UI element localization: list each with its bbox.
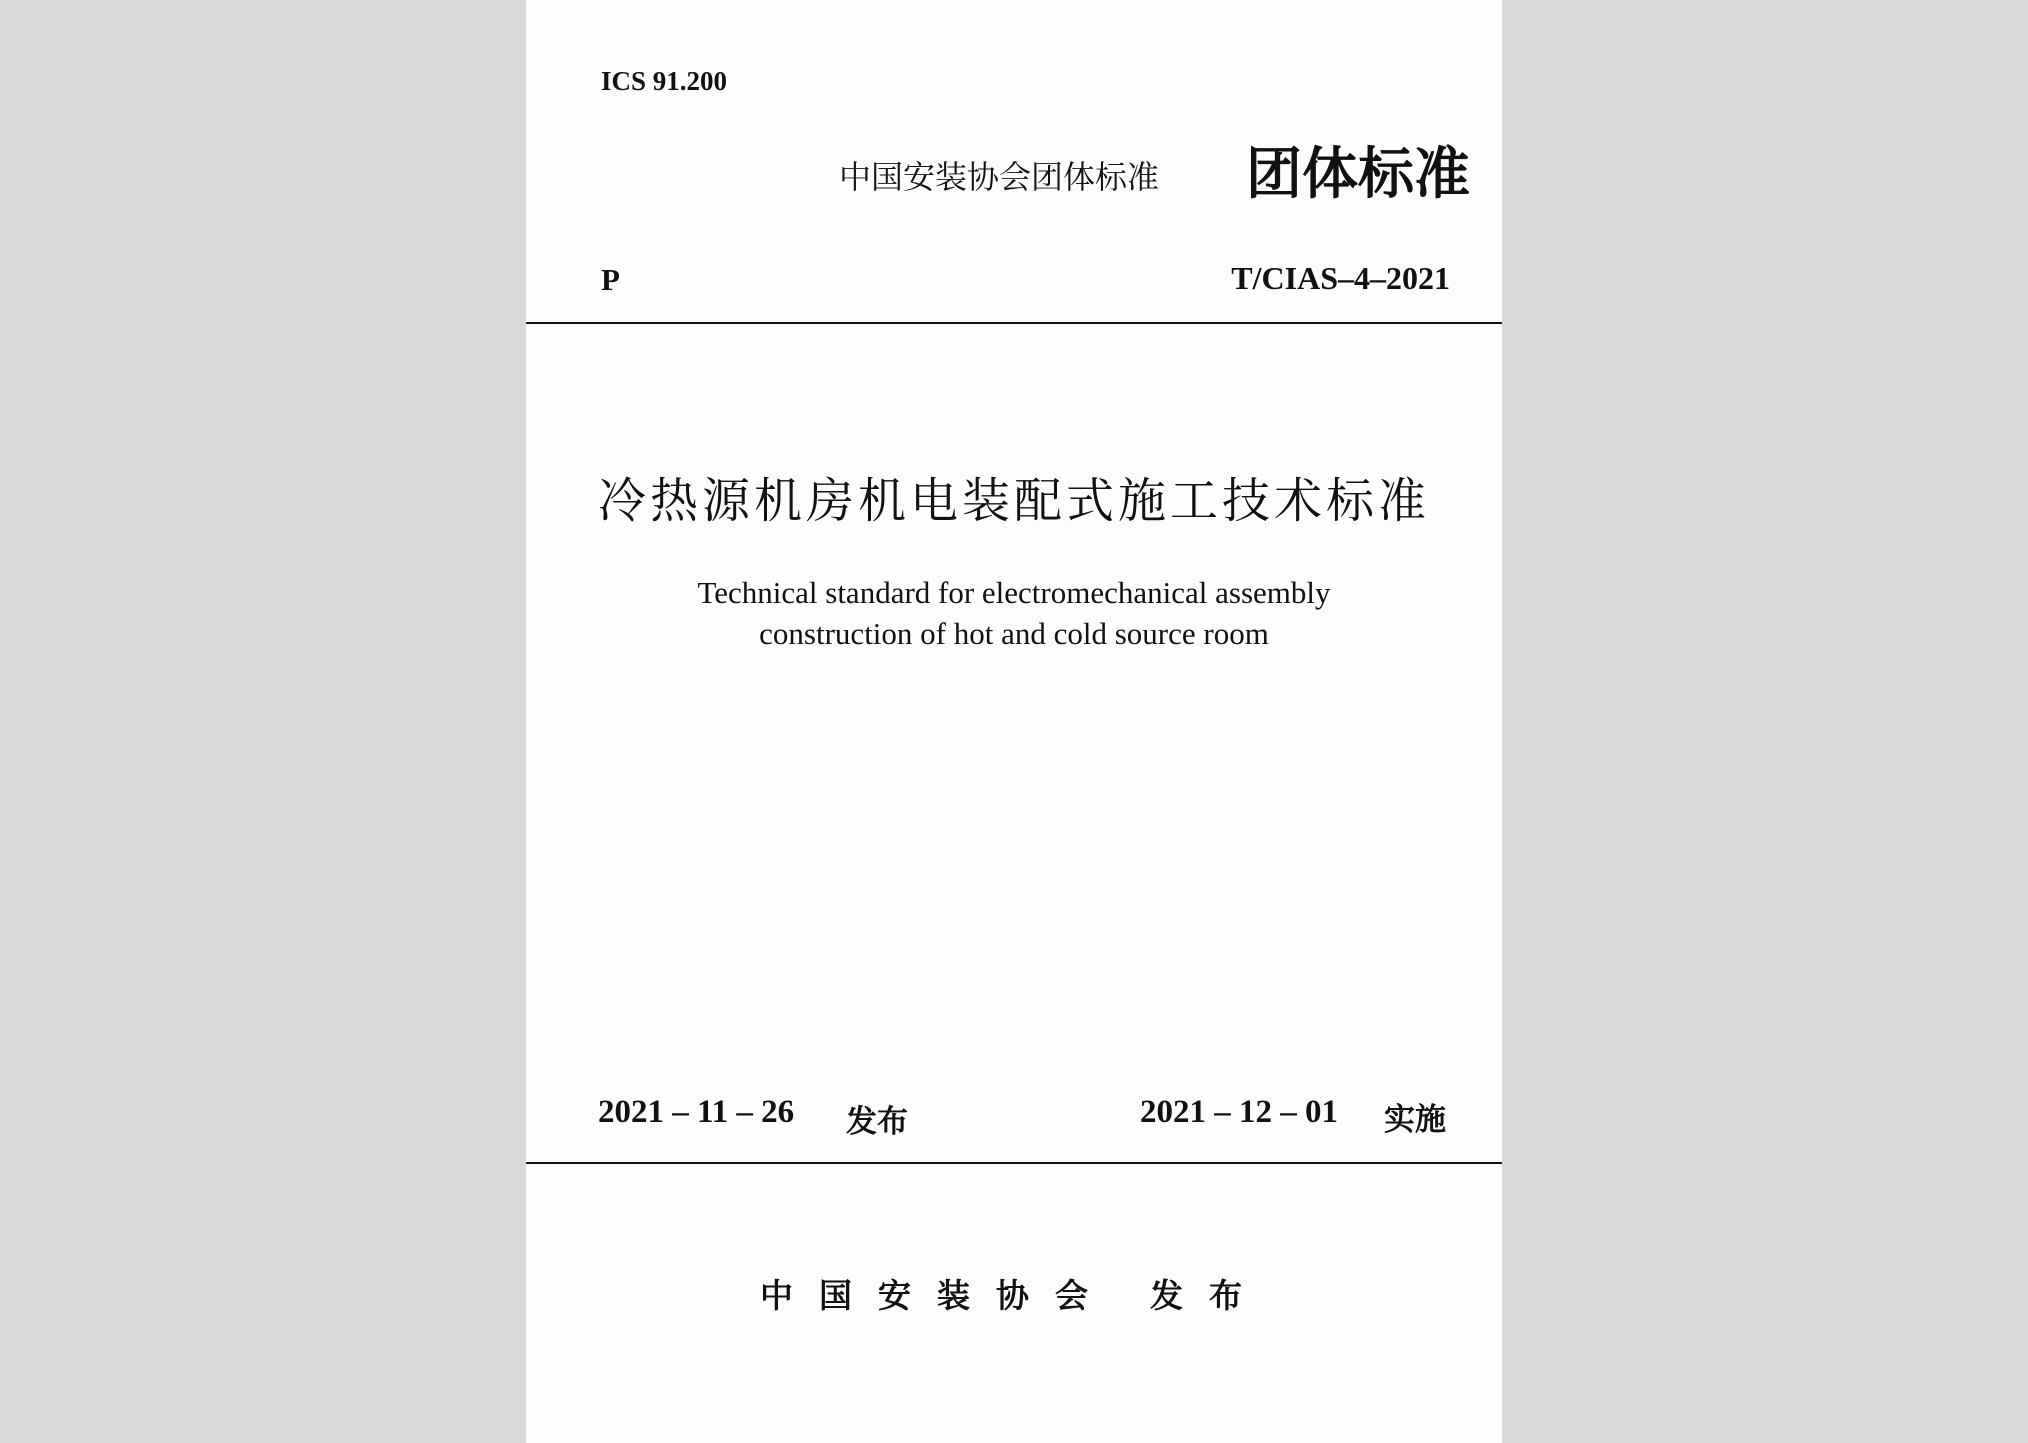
top-divider [526,322,1502,324]
title-chinese: 冷热源机房机电装配式施工技术标准 [597,475,1430,528]
issue-date: 2021 – 11 – 26 [598,1094,795,1130]
publisher-action: 发布 [1150,1276,1268,1315]
title-english-line-1: Technical standard for electromechanical assembly [697,575,1331,610]
ics-code: ICS 91.200 [601,66,728,96]
group-standard-label: 团体标准 [1246,142,1470,207]
document-cover [526,0,1502,1443]
category-letter: P [601,262,620,297]
issue-label: 发布 [846,1104,908,1140]
implementation-label: 实施 [1384,1102,1446,1138]
standard-number: T/CIAS–4–2021 [1231,260,1450,296]
bottom-divider [526,1162,1502,1164]
publisher-name: 中国安装协会 [760,1276,1114,1315]
association-standard-label: 中国安装协会团体标准 [839,158,1160,196]
title-english-line-2: construction of hot and cold source room [759,616,1269,651]
implementation-date: 2021 – 12 – 01 [1140,1094,1338,1130]
publisher-line [526,1270,1502,1317]
